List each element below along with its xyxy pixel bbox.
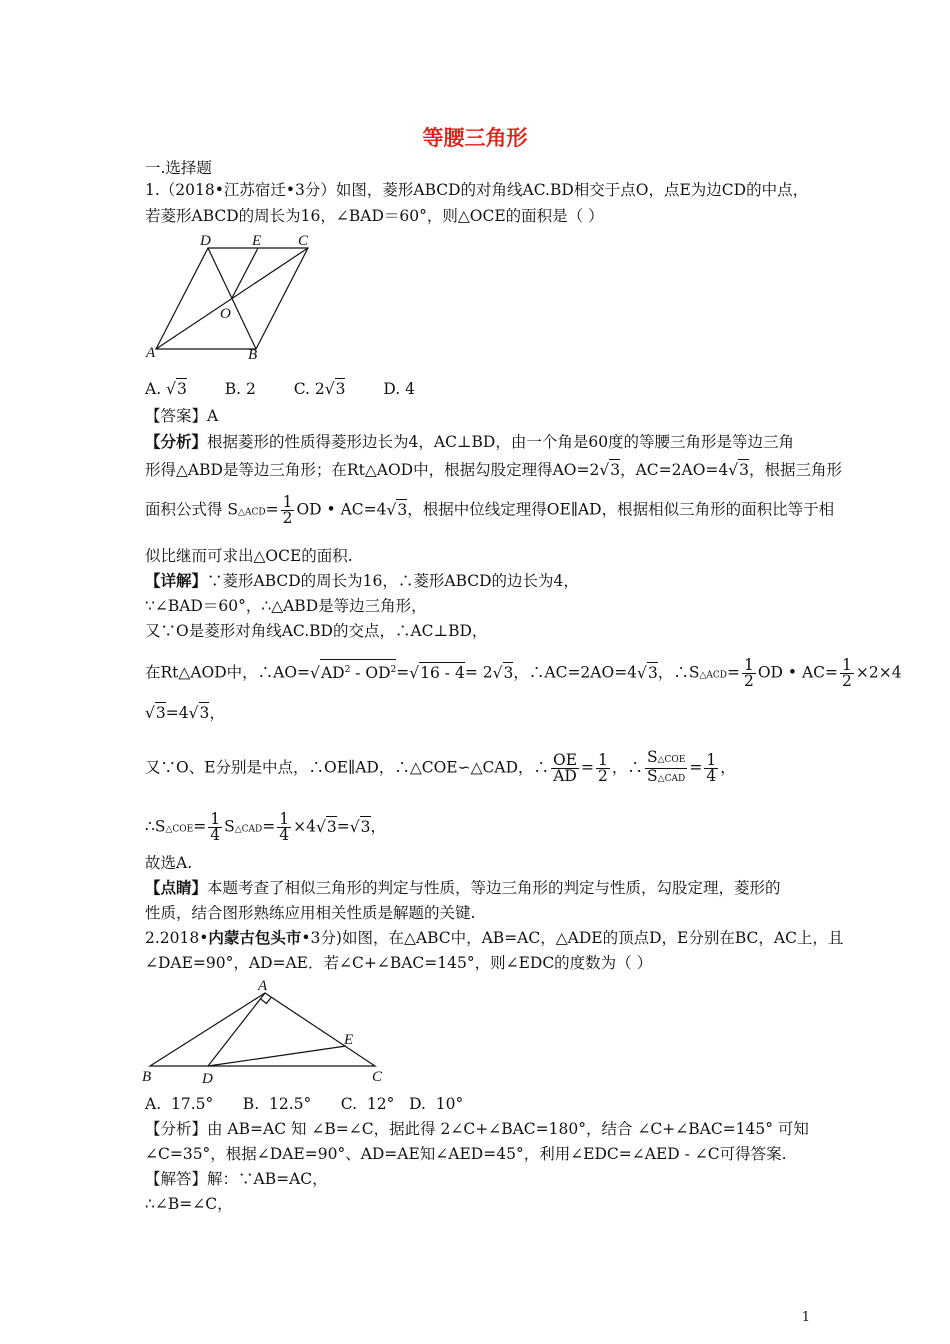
label-d: D — [200, 233, 211, 249]
label-a: A — [146, 345, 156, 361]
sqrt-3: √3 — [324, 380, 346, 398]
q1-detail-line1: 【详解】∵菱形ABCD的周长为16，∴菱形ABCD的边长为4， — [145, 571, 579, 590]
q2-stem-line1: 2.2018•内蒙古包头市•3分)如图，在△ABC中，AB=AC，△ADE的顶点D，E分别在BC，AC上，且 — [145, 928, 844, 947]
q1-stem-line1: 1.（2018•江苏宿迁•3分）如图，菱形ABCD的对角线AC.BD相交于点O，点E为边CD的中点， — [145, 181, 809, 199]
q1-conclusion: 故选A. — [145, 854, 193, 872]
triangle-abc — [150, 993, 375, 1066]
q1-detail-line3: 又∵O是菱形对角线AC.BD的交点，∴AC⊥BD， — [145, 622, 488, 640]
q2-analysis-line2: ∠C=35°，根据∠DAE=90°、AD=AE知∠AED=45°，利用∠EDC=∠AED - ∠C可得答案. — [145, 1145, 787, 1163]
q2-solution-line2: ∴∠B=∠C， — [145, 1195, 233, 1213]
q1-detail-line4: 在Rt△AOD中，$\therefore AO=√AD^2 - OD^2=√16 - 4= 2√3$，∴AC=2AO=4√3，∴S△ACD= $\frac{1}{2}$ OD • AC= $\frac{1}{2}$ ×2×4 — [145, 656, 902, 690]
q2-stem-line2: ∠DAE=90°，AD=AE．若∠C+∠BAC=145°，则∠EDC的度数为（ ） — [145, 954, 653, 972]
page-title: 等腰三角形 — [422, 125, 528, 150]
label-c: C — [372, 1069, 383, 1085]
q1-detail-line6: 又∵O、E分别是中点，∴OE∥AD，∴△COE∽△CAD，∴ $\frac{OE}{AD}$ = $\frac{1}{2}$ ，∴ $\frac{\text{S△COE}}{\text{S△CAD}}$ = $\frac{1}{4}$ ， — [145, 748, 736, 785]
q1-comment-line2: 性质，结合图形熟练应用相关性质是解题的关键. — [145, 904, 476, 922]
q1-analysis-line1: 【分析】根据菱形的性质得菱形边长为4，AC⊥BD，由一个角是60度的等腰三角形是等边三角 — [145, 432, 795, 451]
q1-comment-line1: 【点睛】本题考查了相似三角形的判定与性质，等边三角形的判定与性质，勾股定理，菱形的 — [145, 878, 781, 897]
q2-analysis-line1: 【分析】由 AB=AC 知 ∠B=∠C，据此得 2∠C+∠BAC=180°，结合 ∠C+∠BAC=145° 可知 — [145, 1120, 809, 1138]
q1-options — [145, 378, 415, 399]
segment-ad — [208, 993, 265, 1066]
q2-solution-line1: 【解答】解：∵AB=AC， — [145, 1170, 328, 1188]
fraction-one-half: $\frac{1}{2}$ — [282, 493, 293, 527]
q1-stem-line2: 若菱形ABCD的周长为16，∠BAD＝60°，则△OCE的面积是（ ） — [145, 207, 604, 225]
segment-de — [208, 1046, 346, 1066]
right-angle-mark — [261, 998, 272, 1004]
label-c: C — [298, 233, 309, 249]
sqrt-3: √3 — [166, 380, 187, 398]
label-e: E — [344, 1032, 354, 1048]
q1-answer: 【答案】A — [145, 407, 219, 425]
section-heading: 一.选择题 — [145, 159, 212, 177]
option-d: D. 4 — [383, 380, 415, 398]
label-e: E — [252, 233, 262, 249]
q2-triangle-figure — [140, 977, 390, 1087]
option-c: C. 2 — [293, 380, 325, 398]
q2-options: A. 17.5° B. 12.5° C. 12° D. 10° — [145, 1095, 464, 1113]
page-number: 1 — [801, 1310, 810, 1325]
q1-detail-line5: √3=4√3， — [145, 704, 225, 722]
q1-analysis-line4: 似比继而可求出△OCE的面积. — [145, 547, 353, 565]
label-b: B — [142, 1069, 152, 1085]
label-o: O — [220, 306, 231, 322]
option-a: A. — [145, 380, 162, 398]
q1-analysis-line2: 形得△ABD是等边三角形；在Rt△AOD中，根据勾股定理得AO=2√3，AC=2AO=4√3，根据三角形 — [145, 461, 843, 479]
q1-detail-line2: ∵∠BAD＝60°，∴△ABD是等边三角形， — [145, 597, 427, 615]
label-d: D — [202, 1071, 213, 1087]
diagonal-bd — [208, 248, 256, 349]
label-a: A — [258, 978, 268, 994]
q1-detail-line7: ∴S△COE= $\frac{1}{4}$ S△CAD= $\frac{1}{4}$ ×4√3=√3， — [145, 810, 387, 844]
q1-analysis-line3: 面积公式得 S△ACD= $\frac{1}{2}$ OD • AC=4√3，根据中位线定理得OE∥AD，根据相似三角形的面积比等于相 — [145, 493, 835, 527]
label-b: B — [248, 347, 258, 363]
option-b: B. 2 — [224, 380, 256, 398]
q1-rhombus-figure — [140, 232, 330, 364]
